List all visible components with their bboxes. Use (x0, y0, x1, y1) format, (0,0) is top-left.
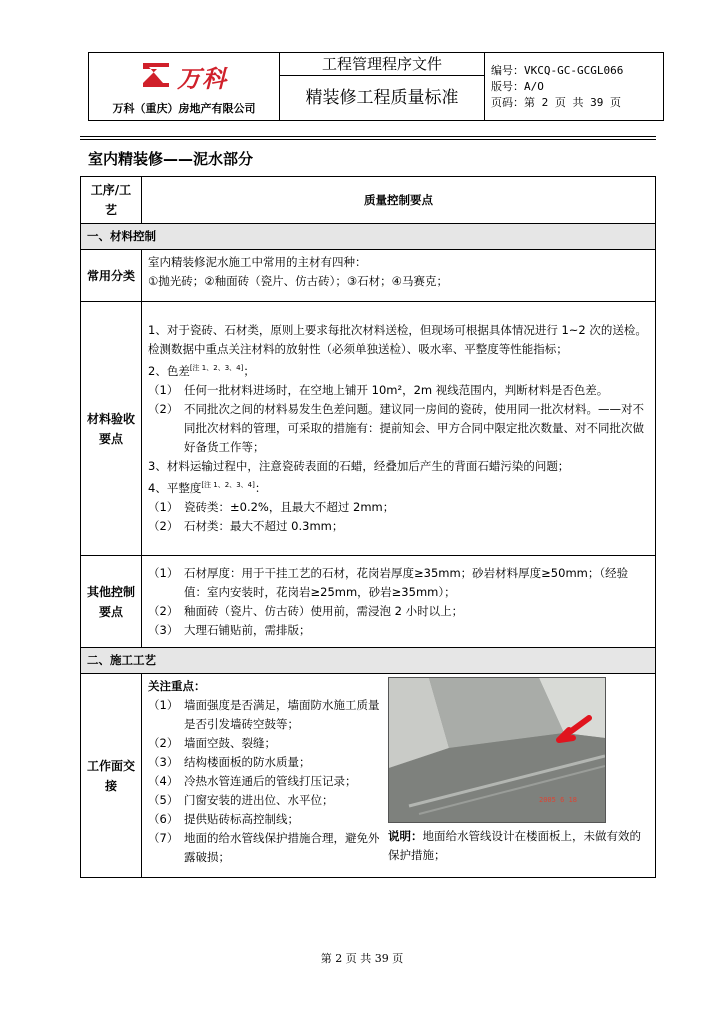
photo-note (388, 827, 649, 865)
doc-version: 版号：A/O (491, 79, 544, 93)
item-num: （5） (148, 793, 179, 807)
list-item (148, 621, 649, 640)
item-text: 釉面砖（瓷片、仿古砖）使用前，需浸泡 2 小时以上； (184, 603, 464, 618)
item-num: （6） (148, 812, 179, 826)
item-text: 大理石铺贴前，需排版； (184, 622, 311, 637)
section-material: 一、材料控制 (81, 224, 656, 250)
header-divider-2 (80, 139, 656, 140)
list-item (148, 564, 649, 602)
item-num: （2） (148, 402, 179, 416)
item-num: （4） (148, 774, 179, 788)
p2-end: ； (243, 364, 255, 378)
acceptance-p3: 3、材料运输过程中，注意瓷砖表面的石蜡，经叠加后产生的背面石蜡污染的问题； (148, 459, 570, 473)
page-title: 室内精装修——泥水部分 (88, 150, 254, 168)
logo-text: 万科 (177, 65, 227, 93)
list-item (148, 400, 649, 457)
category-line: ①抛光砖；②釉面砖（瓷片、仿古砖）；③石材；④马赛克； (148, 274, 448, 288)
list-item (148, 602, 649, 621)
row-label-handover: 工作面交接 (81, 674, 142, 878)
row-label-acceptance: 材料验收要点 (81, 302, 142, 556)
col-points-header: 质量控制要点 (142, 177, 656, 224)
item-text: 石材厚度：用于干挂工艺的石材，花岗岩厚度≥35mm；砂岩材料厚度≥50mm；（经验值：室内安装时，花岗岩≥25mm，砂岩≥35mm）； (184, 565, 629, 599)
p4-ref: [注 1、2、3、4] (201, 481, 255, 489)
list-item (148, 381, 649, 400)
row-label-other: 其他控制要点 (81, 556, 142, 648)
item-num: （1） (148, 499, 179, 514)
p2-text: 2、色差 (148, 364, 190, 378)
item-num: （7） (148, 831, 179, 845)
item-num: （2） (148, 603, 179, 618)
page-footer: 第 2 页 共 39 页 (320, 952, 404, 965)
item-num: （1） (148, 698, 179, 712)
header-divider (80, 136, 656, 137)
doc-code: 编号：VKCQ-GC-GCGL066 (491, 63, 624, 77)
row-content-other (142, 556, 656, 648)
site-photo (388, 677, 606, 823)
item-num: （2） (148, 736, 179, 750)
list-item (148, 696, 382, 734)
item-text: 墙面空鼓、裂缝； (184, 736, 276, 750)
list-item (148, 753, 382, 772)
acceptance-p1: 1、对于瓷砖、石材类，原则上要求每批次材料送检，但现场可根据具体情况进行 1~2 次的送检。检测数据中重点关注材料的放射性（必须单独送检）、吸水率、平整度等性能指标； (148, 323, 647, 357)
doc-header (88, 52, 664, 121)
list-item (148, 772, 382, 791)
logo-cell (89, 53, 280, 121)
item-text: 石材类：最大不超过 0.3mm； (184, 518, 344, 533)
svg-text:2005 6 18: 2005 6 18 (539, 796, 577, 804)
list-item (148, 810, 382, 829)
col-process-header: 工序/工艺 (81, 177, 142, 224)
company-name: 万科（重庆）房地产有限公司 (112, 102, 256, 115)
item-num: （3） (148, 755, 179, 769)
acceptance-p4 (148, 476, 649, 498)
item-text: 任何一批材料进场时，在空地上铺开 10m²，2m 视线范围内，判断材料是否色差。 (184, 383, 609, 397)
row-content-handover (142, 674, 656, 878)
item-text: 瓷砖类：±0.2%，且最大不超过 2mm； (184, 499, 395, 514)
doc-meta-cell (485, 53, 664, 121)
item-text: 墙面强度是否满足，墙面防水施工质量是否引发墙砖空鼓等； (184, 698, 380, 731)
row-content-category (142, 250, 656, 302)
acceptance-p2 (148, 359, 649, 381)
vanke-logo-icon (141, 61, 171, 93)
item-text: 提供贴砖标高控制线； (184, 812, 299, 826)
item-text: 门窗安装的进出位、水平位； (184, 793, 334, 807)
item-text: 地面的给水管线保护措施合理，避免外露破损； (184, 831, 380, 864)
p4-text: 4、平整度 (148, 480, 202, 495)
item-num: （2） (148, 518, 179, 533)
p4-end: ： (254, 480, 267, 495)
list-item (148, 734, 382, 753)
list-item (148, 517, 649, 536)
focus-title: 关注重点： (148, 679, 206, 693)
item-text: 冷热水管连通后的管线打压记录； (184, 774, 357, 788)
item-text: 结构楼面板的防水质量； (184, 755, 311, 769)
focus-list (148, 677, 382, 867)
doc-title-cell (280, 53, 485, 121)
doc-page: 页码：第 2 页 共 39 页 (491, 95, 621, 109)
note-label: 说明： (388, 829, 423, 843)
item-num: （3） (148, 622, 179, 637)
list-item (148, 791, 382, 810)
photo-section (388, 677, 649, 867)
category-line: 室内精装修泥水施工中常用的主材有四种： (148, 255, 367, 269)
row-content-acceptance (142, 302, 656, 556)
item-num: （1） (148, 565, 179, 580)
doc-title: 精装修工程质量标准 (305, 88, 459, 108)
p2-ref: [注 1、2、3、4] (189, 364, 244, 373)
note-text: 地面给水管线设计在楼面板上，未做有效的保护措施； (388, 829, 641, 862)
row-label-category: 常用分类 (81, 250, 142, 302)
quality-table (80, 176, 656, 878)
item-text: 不同批次之间的材料易发生色差问题。建议同一房间的瓷砖，使用同一批次材料。——对不同批次材料的管理，可采取的措施有：提前知会、甲方合同中限定批次数量、对不同批次做好备货工作等； (184, 402, 644, 454)
doc-type: 工程管理程序文件 (280, 53, 484, 76)
photo-illustration (389, 678, 605, 822)
list-item (148, 829, 382, 867)
list-item (148, 498, 649, 517)
item-num: （1） (148, 383, 179, 397)
section-construction: 二、施工工艺 (81, 648, 656, 674)
